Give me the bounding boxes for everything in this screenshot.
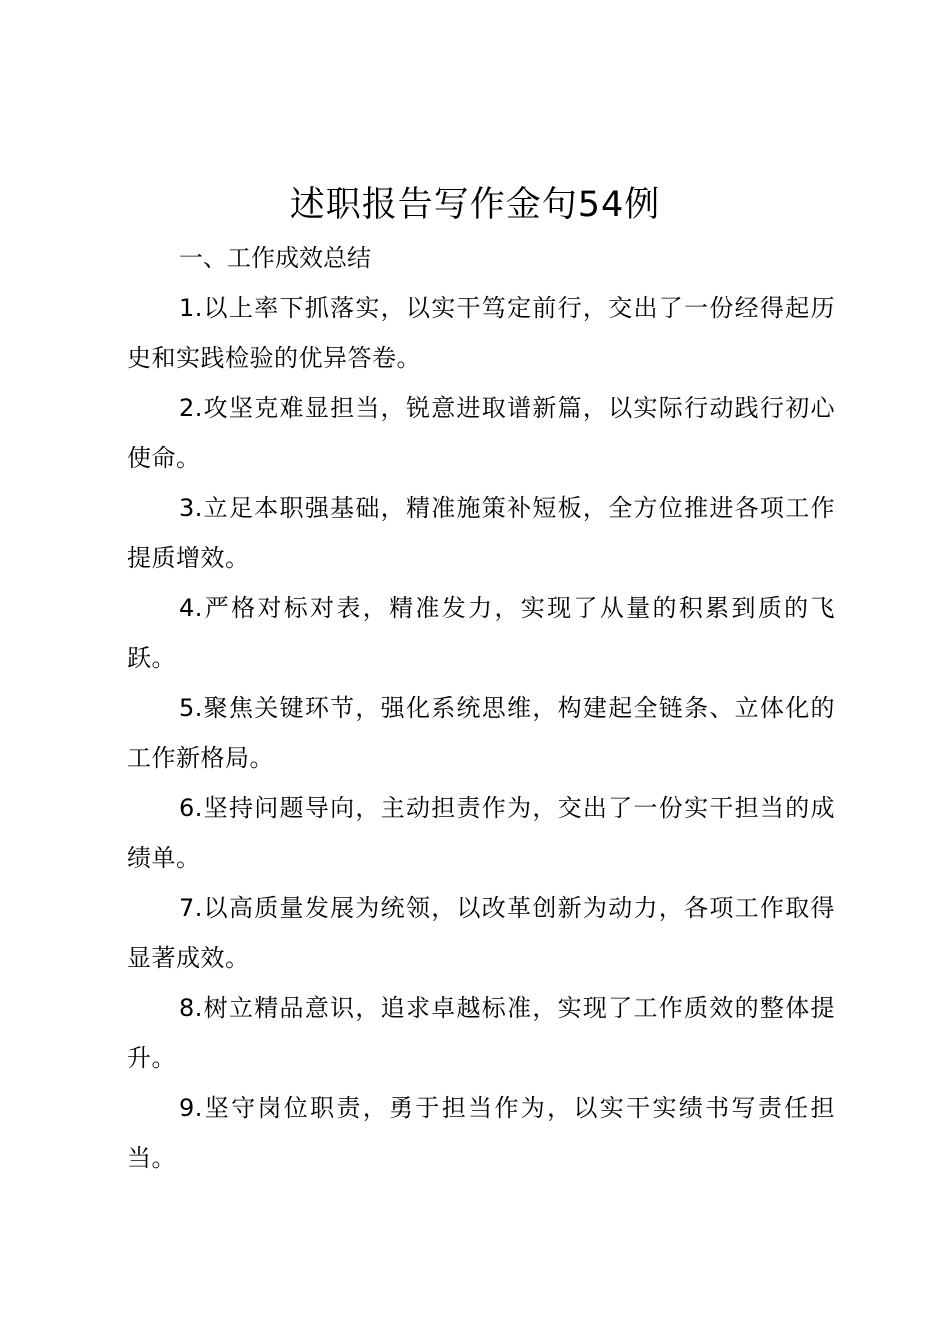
paragraph-5: 5.聚焦关键环节，强化系统思维，构建起全链条、立体化的工作新格局。 <box>127 694 835 772</box>
paragraph-3: 3.立足本职强基础，精准施策补短板，全方位推进各项工作提质增效。 <box>127 494 835 572</box>
paragraph-2: 2.攻坚克难显担当，锐意进取谱新篇，以实际行动践行初心使命。 <box>127 394 835 472</box>
section-heading: 一、工作成效总结 <box>179 244 371 272</box>
paragraph-7: 7.以高质量发展为统领，以改革创新为动力，各项工作取得显著成效。 <box>127 894 835 972</box>
paragraph-8: 8.树立精品意识，追求卓越标准，实现了工作质效的整体提升。 <box>127 994 835 1072</box>
paragraph-9: 9.坚守岗位职责，勇于担当作为，以实干实绩书写责任担当。 <box>127 1094 835 1172</box>
document-title: 述职报告写作金句54例 <box>289 185 661 225</box>
paragraph-6: 6.坚持问题导向，主动担责作为，交出了一份实干担当的成绩单。 <box>127 794 835 872</box>
paragraph-1: 1.以上率下抓落实，以实干笃定前行，交出了一份经得起历史和实践检验的优异答卷。 <box>127 294 835 372</box>
paragraph-4: 4.严格对标对表，精准发力，实现了从量的积累到质的飞跃。 <box>127 594 835 672</box>
document-body <box>127 233 835 1183</box>
